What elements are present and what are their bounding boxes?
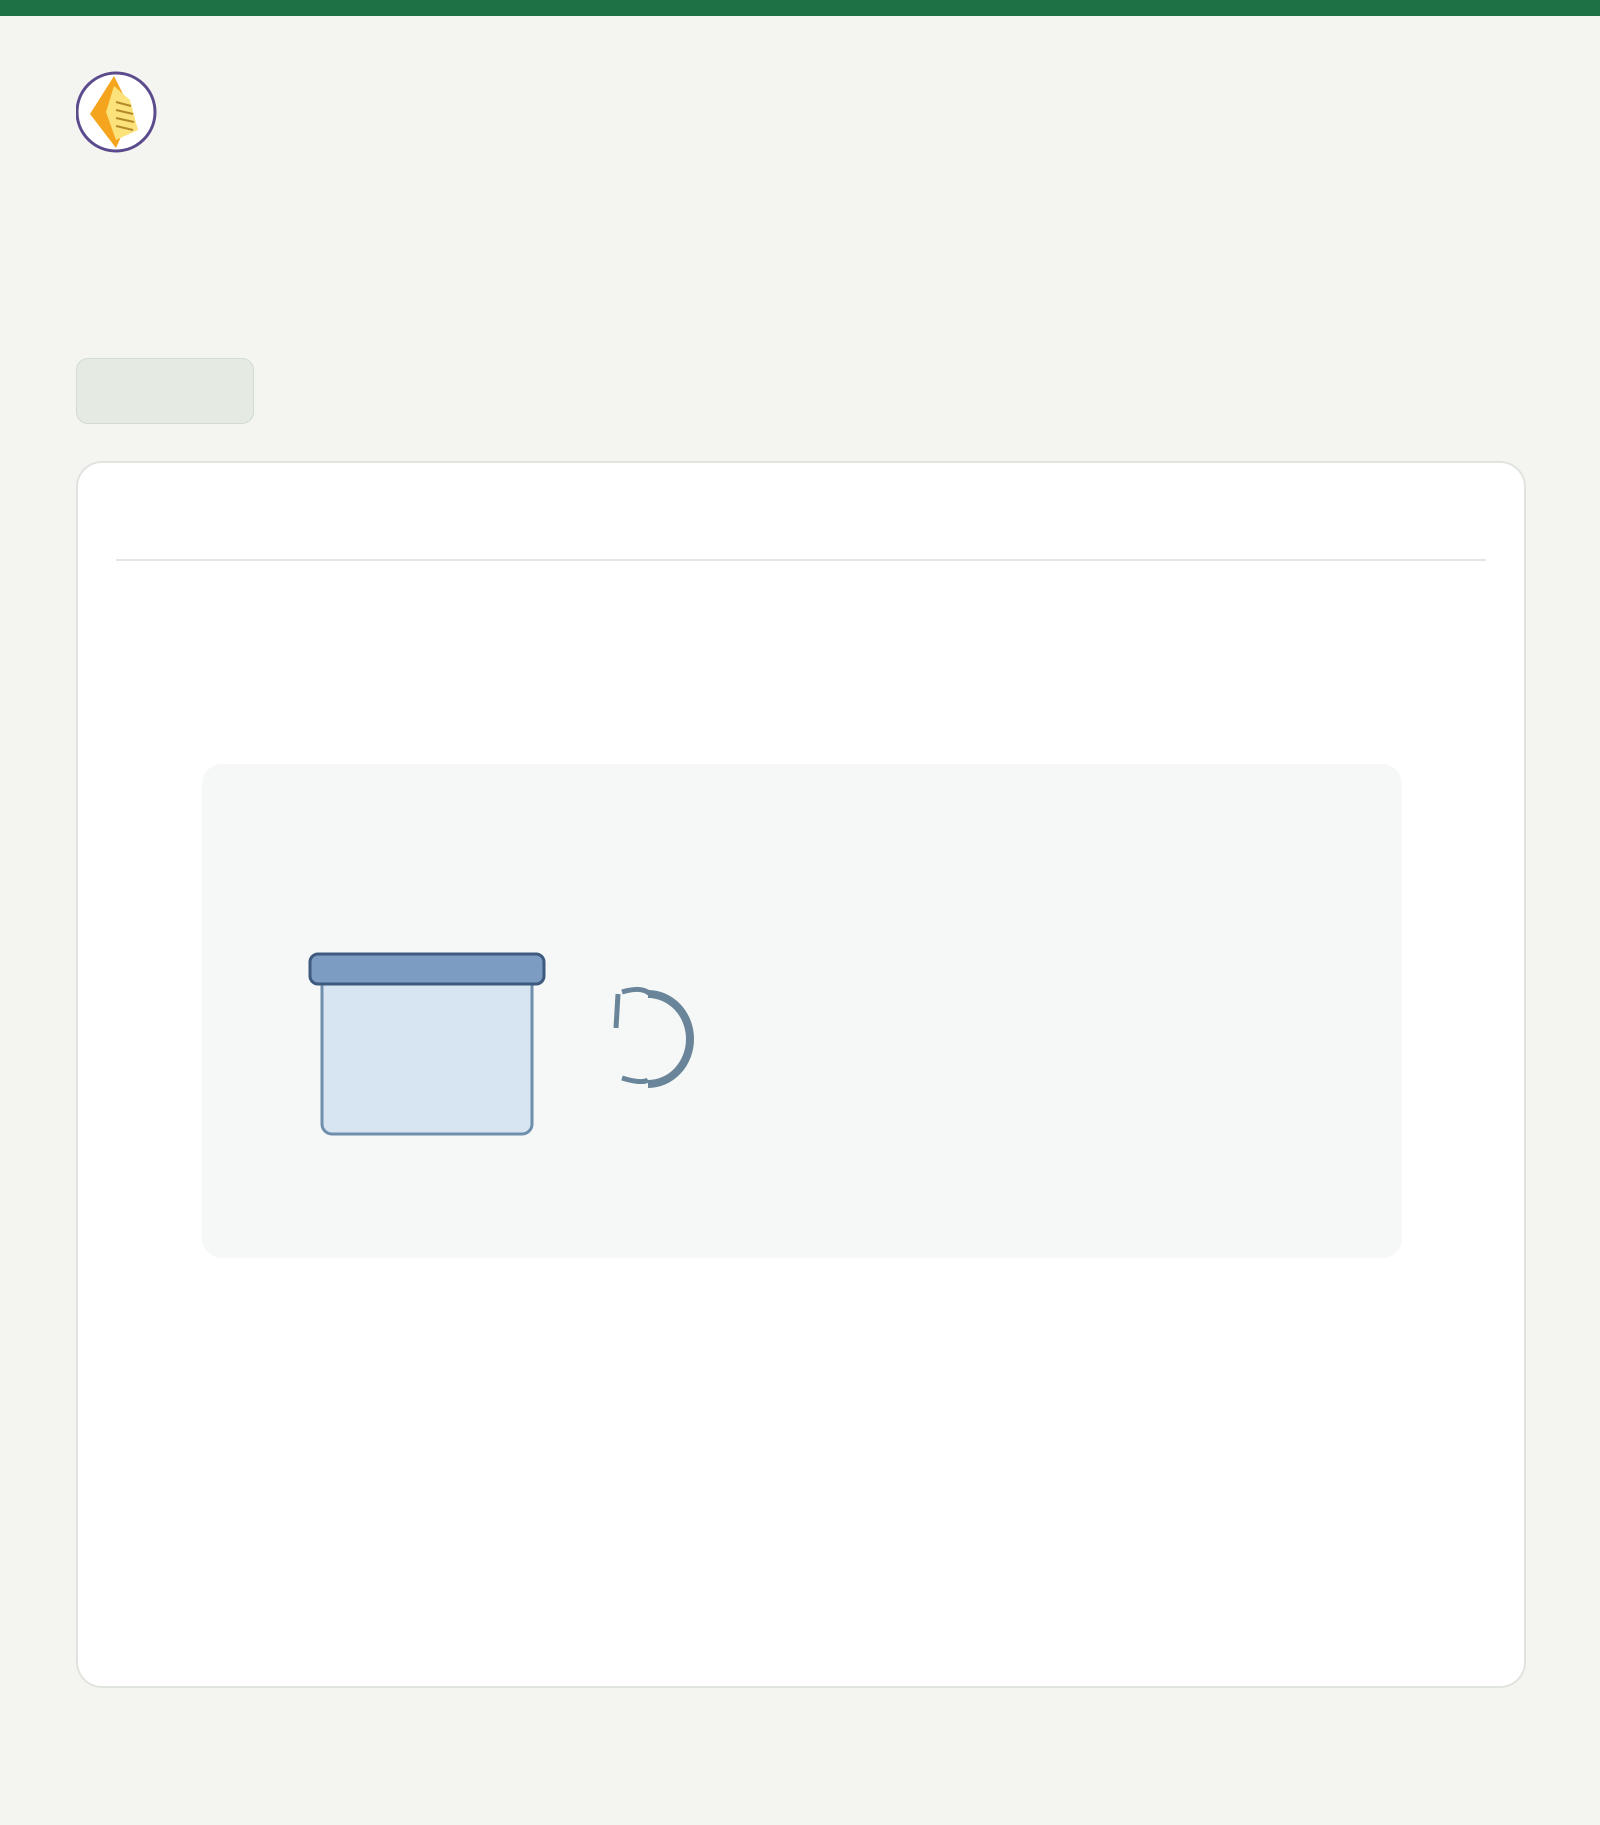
figure-card — [76, 461, 1526, 1688]
cup-icon — [612, 989, 690, 1084]
page-number-badge — [76, 358, 254, 424]
plastic-box-icon — [310, 954, 544, 1134]
logo-icon — [76, 50, 340, 166]
top-accent-bar — [0, 0, 1600, 16]
divider — [116, 559, 1486, 561]
header — [76, 50, 1524, 166]
products-illustration — [202, 764, 1402, 1258]
site-logo[interactable] — [76, 50, 340, 166]
illustration — [202, 764, 1402, 1258]
